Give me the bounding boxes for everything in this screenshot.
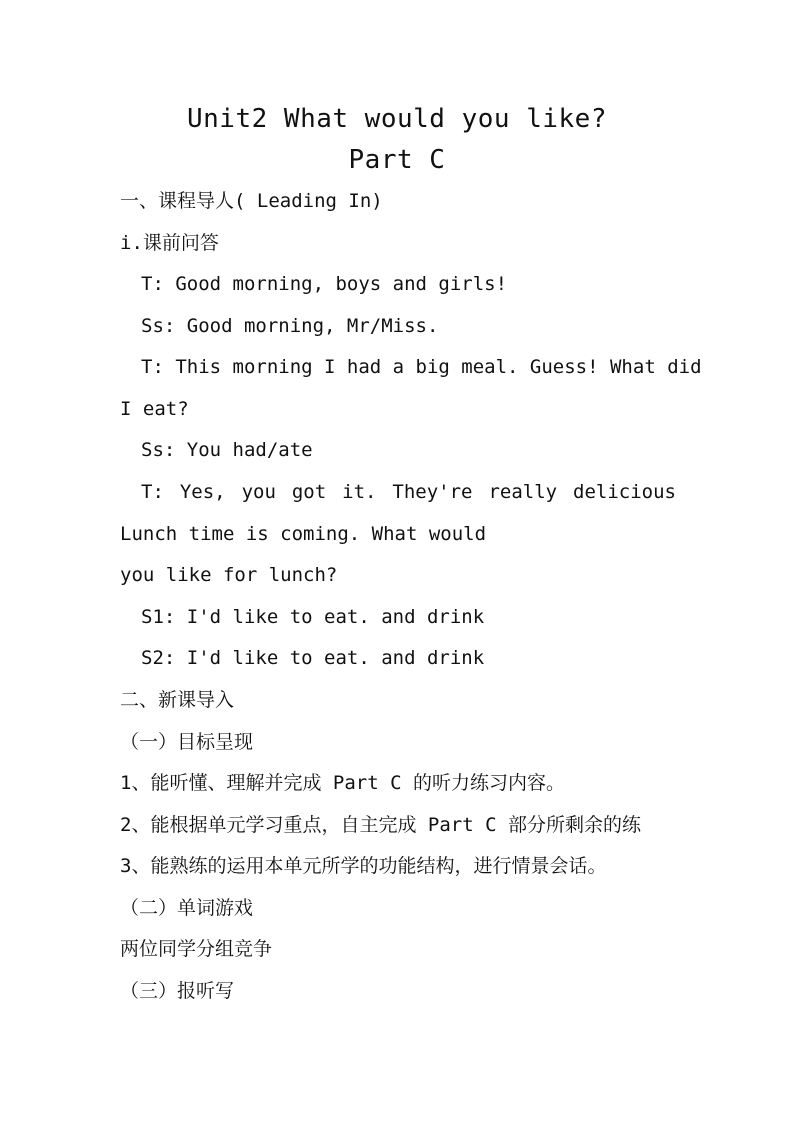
dialog-line-students-greeting: Ss: Good morning, Mr/Miss. bbox=[141, 315, 439, 337]
dictation-heading: （三）报听写 bbox=[120, 980, 235, 1002]
word: They're bbox=[392, 481, 473, 503]
word: delicious bbox=[573, 481, 676, 503]
document-subtitle: Part C bbox=[348, 145, 446, 175]
dialog-line-teacher-greeting: T: Good morning, boys and girls! bbox=[141, 273, 508, 295]
dialog-line-student2: S2: I'd like to eat. and drink bbox=[141, 647, 485, 669]
section-heading-leading-in: 一、课程导人( Leading In) bbox=[120, 190, 383, 212]
dialog-line-teacher-delicious bbox=[141, 479, 676, 505]
goal-item: 3、能熟练的运用本单元所学的功能结构，进行情景会话。 bbox=[120, 855, 607, 877]
goal-item: 2、能根据单元学习重点，自主完成 Part C 部分所剩余的练 bbox=[120, 814, 641, 836]
document-title: Unit2 What would you like? bbox=[187, 104, 607, 134]
game-heading: （二）单词游戏 bbox=[120, 897, 254, 919]
section-heading-new-lesson: 二、新课导入 bbox=[120, 689, 235, 711]
word: really bbox=[488, 481, 558, 503]
game-text: 两位同学分组竞争 bbox=[120, 938, 273, 960]
goal-item: 1、能听懂、理解并完成 Part C 的听力练习内容。 bbox=[120, 772, 565, 794]
word: T: bbox=[141, 481, 164, 503]
sub-heading-questions: i.课前问答 bbox=[120, 232, 219, 254]
word: it. bbox=[342, 481, 377, 503]
dialog-line-students-answer: Ss: You had/ate bbox=[141, 439, 313, 461]
goals-heading: （一）目标呈现 bbox=[120, 731, 254, 753]
dialog-line-teacher-meal: T: This morning I had a big meal. Guess! What did bbox=[141, 356, 702, 378]
dialog-line-student1: S1: I'd like to eat. and drink bbox=[141, 606, 485, 628]
dialog-line-lunch-time: Lunch time is coming. What would bbox=[120, 523, 487, 545]
word: Yes, bbox=[179, 481, 226, 503]
dialog-line-teacher-meal-cont: I eat? bbox=[120, 398, 189, 420]
word: got bbox=[291, 481, 327, 503]
word: you bbox=[241, 481, 276, 503]
dialog-line-lunch-question: you like for lunch? bbox=[120, 564, 338, 586]
